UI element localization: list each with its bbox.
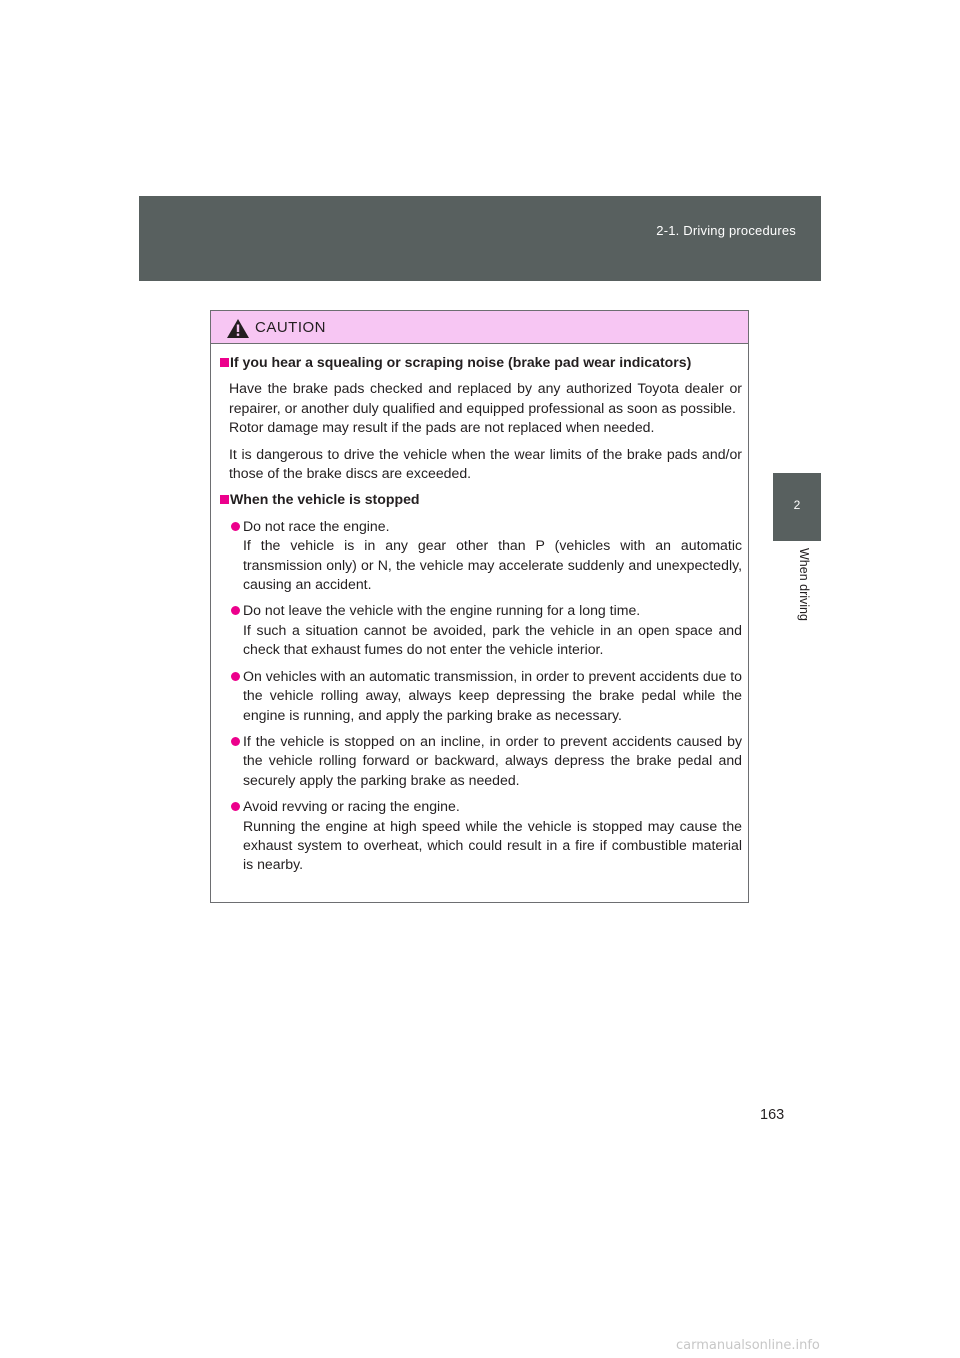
caution-box [210,310,749,903]
square-bullet-icon [220,358,229,367]
section-heading [220,353,742,372]
chapter-number: 2 [793,498,801,512]
paragraph-line: It is dangerous to drive the vehicle when the wear limits of the brake pads and/or those of the brake discs are exceeded. [229,445,742,482]
square-bullet-icon [220,495,229,504]
list-item [220,797,742,875]
list-item-line: On vehicles with an automatic transmission, in order to prevent accidents due to the vehicle rolling away, always keep depressing the brake pedal while the engine is running, and apply the parking brake as necessary. [243,667,743,723]
caution-title: CAUTION [255,319,326,336]
section-heading-text: If you hear a squealing or scraping noise (brake pad wear indicators) [230,354,692,370]
list-item [220,517,742,595]
round-bullet-icon [231,606,240,615]
warning-triangle-icon [226,318,250,339]
chapter-tab [773,473,821,541]
list-item-line: If the vehicle is stopped on an incline, in order to prevent accidents caused by the vehicle rolling forward or backward, always depress the brake pedal and securely apply the parking brake as needed. [243,732,742,788]
list-item [220,667,742,725]
list-item [220,732,742,790]
page-number: 163 [760,1107,785,1123]
list-item-line: Do not race the engine. [243,517,390,534]
watermark: carmanualsonline.info [676,1338,820,1353]
section-heading-text: When the vehicle is stopped [230,491,420,508]
list-item-line: Avoid revving or racing the engine. [243,798,460,815]
list-item-line: Running the engine at high speed while the vehicle is stopped may cause the exhaust system to overheat, which could result in a fire if combustible material is nearby. [243,817,742,873]
chapter-label: When driving [797,548,811,621]
header-band [139,196,821,281]
round-bullet-icon [231,672,240,681]
caution-body [211,344,748,875]
paragraph [220,445,742,484]
list-item-line: Do not leave the vehicle with the engine running for a long time. [243,602,641,619]
section-heading [220,490,742,509]
paragraph-line: Have the brake pads checked and replaced by any authorized Toyota dealer or repairer, or another duly qualified and equipped professional as soon as possible. [229,380,742,416]
list-item [220,601,742,659]
caution-header [211,311,748,344]
list-item-line: If the vehicle is in any gear other than P (vehicles with an automatic transmission only) or N, the vehicle may accelerate suddenly and unexpectedly, causing an accident. [243,537,742,593]
round-bullet-icon [231,802,240,811]
section-title: 2-1. Driving procedures [656,223,796,238]
paragraph [220,379,742,437]
round-bullet-icon [231,522,240,531]
round-bullet-icon [231,737,240,746]
list-item-line: If such a situation cannot be avoided, park the vehicle in an open space and check that exhaust fumes do not enter the vehicle interior. [243,621,742,658]
paragraph-line: Rotor damage may result if the pads are not replaced when needed. [229,419,655,436]
